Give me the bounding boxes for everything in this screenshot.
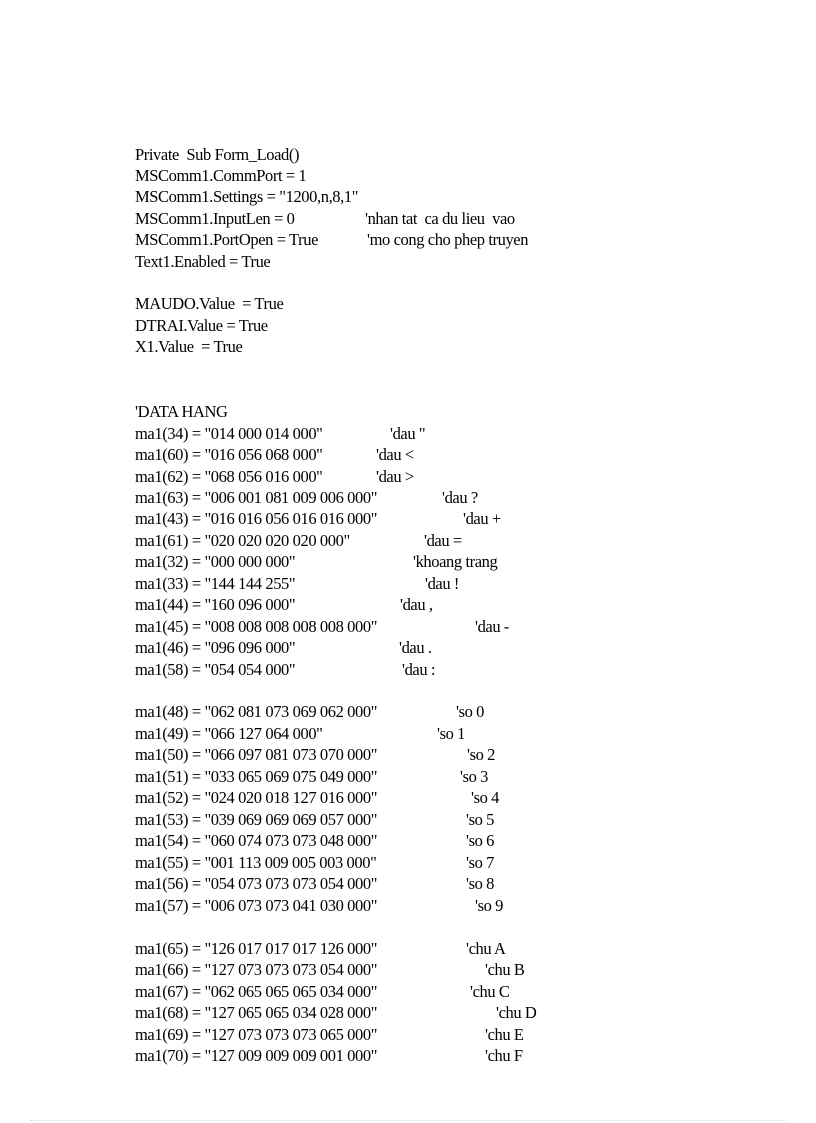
code-statement: ma1(58) = "054 054 000"	[135, 660, 296, 679]
code-statement: ma1(68) = "127 065 065 034 028 000"	[135, 1003, 378, 1022]
code-comment: 'chu A	[466, 939, 506, 958]
code-statement: ma1(44) = "160 096 000"	[135, 595, 296, 614]
code-comment: 'so 5	[466, 810, 495, 829]
code-comment: 'dau -	[475, 617, 510, 636]
code-comment: 'so 6	[466, 831, 495, 850]
code-statement: ma1(61) = "020 020 020 020 000"	[135, 531, 350, 550]
code-statement: 'DATA HANG	[135, 402, 228, 421]
code-line	[135, 744, 655, 765]
code-statement: MSComm1.PortOpen = True	[135, 230, 319, 249]
code-comment: 'chu D	[496, 1003, 537, 1022]
code-line	[135, 508, 655, 529]
code-line	[135, 959, 655, 980]
code-line	[135, 809, 655, 830]
code-statement: ma1(56) = "054 073 073 073 054 000"	[135, 874, 378, 893]
code-statement: DTRAI.Value = True	[135, 316, 268, 335]
code-comment: 'dau !	[425, 574, 460, 593]
code-line	[135, 208, 655, 229]
code-comment: 'so 9	[475, 896, 504, 915]
code-comment: 'dau >	[376, 467, 414, 486]
code-comment: 'mo cong cho phep truyen	[367, 230, 529, 249]
code-line	[135, 444, 655, 465]
code-statement: ma1(48) = "062 081 073 069 062 000"	[135, 702, 378, 721]
code-comment: 'so 3	[460, 767, 489, 786]
code-statement: ma1(60) = "016 056 068 000"	[135, 445, 323, 464]
code-statement: ma1(67) = "062 065 065 065 034 000"	[135, 982, 378, 1001]
code-line	[135, 616, 655, 637]
code-comment: 'dau =	[424, 531, 462, 550]
code-statement: ma1(52) = "024 020 018 127 016 000"	[135, 788, 378, 807]
code-statement: MSComm1.CommPort = 1	[135, 166, 307, 185]
code-line	[135, 895, 655, 916]
code-line	[135, 186, 655, 207]
code-statement: MAUDO.Value = True	[135, 294, 284, 313]
code-line	[135, 981, 655, 1002]
code-comment: 'dau .	[399, 638, 432, 657]
code-statement: X1.Value = True	[135, 337, 243, 356]
code-statement: ma1(70) = "127 009 009 009 001 000"	[135, 1046, 378, 1065]
code-comment: 'chu F	[485, 1046, 523, 1065]
code-comment: 'dau ,	[400, 595, 433, 614]
code-line	[135, 423, 655, 444]
code-comment: 'so 7	[466, 853, 495, 872]
code-line	[135, 1002, 655, 1023]
code-line	[135, 938, 655, 959]
code-comment: 'dau +	[463, 509, 501, 528]
code-line	[135, 830, 655, 851]
code-line	[135, 701, 655, 722]
code-statement: ma1(69) = "127 073 073 073 065 000"	[135, 1025, 378, 1044]
code-statement: MSComm1.InputLen = 0	[135, 209, 295, 228]
code-comment: 'chu B	[485, 960, 525, 979]
code-statement: ma1(63) = "006 001 081 009 006 000"	[135, 488, 378, 507]
code-line	[135, 315, 655, 336]
code-statement: ma1(34) = "014 000 014 000"	[135, 424, 323, 443]
code-line	[135, 852, 655, 873]
code-comment: 'dau ?	[442, 488, 478, 507]
code-line	[135, 551, 655, 572]
code-line	[135, 659, 655, 680]
code-line	[135, 637, 655, 658]
page-bottom-rule	[30, 1120, 786, 1121]
code-comment: 'nhan tat ca du lieu vao	[365, 209, 515, 228]
code-line	[135, 1024, 655, 1045]
code-statement: ma1(50) = "066 097 081 073 070 000"	[135, 745, 378, 764]
code-comment: 'so 0	[456, 702, 485, 721]
code-line	[135, 873, 655, 894]
code-line	[135, 787, 655, 808]
code-line	[135, 573, 655, 594]
code-statement: ma1(43) = "016 016 056 016 016 000"	[135, 509, 378, 528]
code-comment: 'so 4	[471, 788, 500, 807]
code-line	[135, 487, 655, 508]
code-statement: Private Sub Form_Load()	[135, 145, 300, 164]
code-comment: 'so 8	[466, 874, 495, 893]
code-line	[135, 766, 655, 787]
code-statement: ma1(45) = "008 008 008 008 008 000"	[135, 617, 378, 636]
code-statement: ma1(32) = "000 000 000"	[135, 552, 296, 571]
code-statement: ma1(46) = "096 096 000"	[135, 638, 296, 657]
code-statement: ma1(54) = "060 074 073 073 048 000"	[135, 831, 378, 850]
code-line	[135, 293, 655, 314]
code-statement: ma1(55) = "001 113 009 005 003 000"	[135, 853, 377, 872]
code-statement: ma1(33) = "144 144 255"	[135, 574, 296, 593]
code-line	[135, 251, 655, 272]
code-statement: ma1(66) = "127 073 073 073 054 000"	[135, 960, 378, 979]
code-line	[135, 1045, 655, 1066]
code-statement: ma1(53) = "039 069 069 069 057 000"	[135, 810, 378, 829]
code-statement: ma1(65) = "126 017 017 017 126 000"	[135, 939, 378, 958]
code-statement: ma1(62) = "068 056 016 000"	[135, 467, 323, 486]
code-line	[135, 144, 655, 165]
code-comment: 'chu C	[470, 982, 510, 1001]
code-line	[135, 594, 655, 615]
code-statement: Text1.Enabled = True	[135, 252, 271, 271]
code-line	[135, 336, 655, 357]
code-comment: 'dau "	[390, 424, 426, 443]
code-comment: 'dau :	[402, 660, 436, 679]
code-line	[135, 401, 655, 422]
code-statement: MSComm1.Settings = "1200,n,8,1"	[135, 187, 359, 206]
code-line	[135, 723, 655, 744]
code-line	[135, 229, 655, 250]
code-comment: 'so 1	[437, 724, 466, 743]
code-line	[135, 466, 655, 487]
code-statement: ma1(57) = "006 073 073 041 030 000"	[135, 896, 378, 915]
code-line	[135, 165, 655, 186]
code-comment: 'khoang trang	[413, 552, 498, 571]
code-comment: 'dau <	[376, 445, 414, 464]
code-comment: 'so 2	[467, 745, 496, 764]
code-comment: 'chu E	[485, 1025, 524, 1044]
code-statement: ma1(51) = "033 065 069 075 049 000"	[135, 767, 378, 786]
code-statement: ma1(49) = "066 127 064 000"	[135, 724, 323, 743]
code-line	[135, 530, 655, 551]
